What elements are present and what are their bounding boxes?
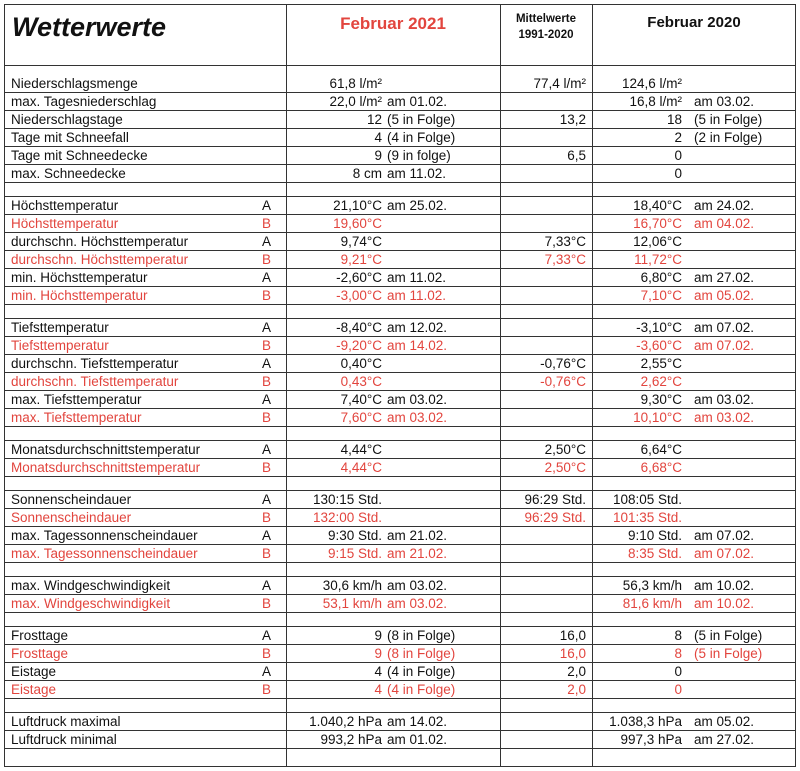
grid-row-line <box>4 476 796 477</box>
value-current: 61,8 l/m² <box>329 76 382 91</box>
row-label: Monatsdurchschnittstemperatur <box>11 442 201 457</box>
row-variant: A <box>262 392 272 407</box>
row-label: Höchsttemperatur <box>11 198 119 213</box>
value-current: 4 <box>374 130 382 145</box>
value-previous: 0 <box>674 166 682 181</box>
note-previous: am 03.02. <box>694 94 755 109</box>
value-previous: 6,64°C <box>640 442 682 457</box>
note-previous: (2 in Folge) <box>694 130 763 145</box>
note-current: (4 in Folge) <box>387 130 456 145</box>
value-mean: 16,0 <box>559 628 586 643</box>
value-current: 4 <box>374 664 382 679</box>
value-current: 53,1 km/h <box>322 596 382 611</box>
value-previous: -3,10°C <box>636 320 682 335</box>
note-current: am 03.02. <box>387 578 448 593</box>
value-current: 8 cm <box>352 166 382 181</box>
row-label: Luftdruck maximal <box>11 714 121 729</box>
value-previous: 0 <box>674 664 682 679</box>
grid-row-line <box>4 426 796 427</box>
value-current: -3,00°C <box>336 288 382 303</box>
row-label: max. Tiefsttemperatur <box>11 392 142 407</box>
value-current: 12 <box>366 112 382 127</box>
note-previous: am 10.02. <box>694 578 755 593</box>
row-label: max. Tagesniederschlag <box>11 94 157 109</box>
value-current: 9,74°C <box>340 234 382 249</box>
value-current: 22,0 l/m² <box>329 94 382 109</box>
value-current: 4 <box>374 682 382 697</box>
note-current: am 14.02. <box>387 714 448 729</box>
note-previous: am 07.02. <box>694 528 755 543</box>
row-variant: A <box>262 198 272 213</box>
value-previous: 124,6 l/m² <box>621 76 682 91</box>
value-current: 9:15 Std. <box>327 546 382 561</box>
row-variant: A <box>262 234 272 249</box>
note-previous: (5 in Folge) <box>694 628 763 643</box>
value-current: -9,20°C <box>336 338 382 353</box>
value-current: 4,44°C <box>340 442 382 457</box>
value-current: 993,2 hPa <box>320 732 382 747</box>
value-previous: 0 <box>674 682 682 697</box>
value-previous: 10,10°C <box>633 410 682 425</box>
row-label: durchschn. Höchsttemperatur <box>11 234 189 249</box>
value-previous: 8 <box>674 646 682 661</box>
grid-column-line <box>286 4 287 767</box>
value-mean: 77,4 l/m² <box>533 76 586 91</box>
value-mean: 7,33°C <box>544 252 586 267</box>
weather-table: Wetterwerte Februar 2021 Mittelwerte 1991-2020 Februar 2020 Niederschlagsmenge 61,8 l/m² 77,4 l/m² 124,6 l/m² max. Tagesniederschlag 22,0 l/m² am 01.02. 16,8 l/m² am 03.02. Niederschlagstage 12 (5 in Folge) 13,2 18 (5 in Folge) Tage mit Schneefall 4 (4 in Folge) 2 (2 in Folge) Tage mit Schneedecke 9 (9 in folge) 6,5 0 max. Schneedecke 8 cm am 11.02. 0 Höchsttemperatur A 21,10°C am 25.02. 18,40°C am 24.02. Höchsttemperatur B 19,60°C 16,70°C am 04.02. durchschn. Höchsttemperatur A 9,74°C 7,33°C 12,06°C durchschn. Höchsttemperatur B 9,21°C 7,33°C 11,72°C min. Höchsttemperatur A -2,60°C am 11.02. 6,80°C am 27.02. min. Höchsttemperatur B -3,00°C am 11.02. 7,10°C am 05.02. Tiefsttemperatur A -8,40°C am 12.02. -3,10°C am 07.02. Tiefsttemperatur B -9,20°C am 14.02. -3,60°C am 07.02. durchschn. Tiefsttemperatur A 0,40°C -0,76°C 2,55°C durchschn. Tiefsttemperatur B 0,43°C -0,76°C 2,62°C max. Tiefsttemperatur A 7,40°C am 03.02. 9,30°C am 03.02. max. Tiefsttemperatur B 7,60°C am 03.02. 10,10°C am 03.02. Monatsdurchschnittstemperatur A 4,44°C 2,50°C 6,64°C Monatsdurchschnittstemperatur B 4,44°C 2,50°C 6,68°C Sonnenscheindauer A 130:15 Std. 96:29 Std. 108:05 Std. Sonnenscheindauer B 132:00 Std. 96:29 Std. 101:35 Std. max. Tagessonnenscheindauer A 9:30 Std. am 21.02. 9:10 Std. am 07.02. max. Tagessonnenscheindauer B 9:15 Std. am 21.02. 8:35 Std. am 07.02. max. Windgeschwindigkeit A 30,6 km/h am 03.02. 56,3 km/h am 10.02. max. Windgeschwindigkeit B 53,1 km/h am 03.02. 81,6 km/h am 10.02. Frosttage A 9 (8 in Folge) 16,0 8 (5 in Folge) Frosttage B 9 (8 in Folge) 16,0 8 (5 in Folge) Eistage A 4 (4 in Folge) 2,0 0 Eistage B 4 (4 in Folge) 2,0 0 Luftdruck maximal 1.040,2 hPa am 14.02. 1.038,3 hPa am 05.02. Luftdruck minimal 993,2 hPa am 01.02. 997,3 hPa am 27.02. <box>4 4 796 767</box>
value-previous: 18 <box>666 112 682 127</box>
grid-row-line <box>4 612 796 613</box>
row-variant: A <box>262 664 272 679</box>
value-mean: 7,33°C <box>544 234 586 249</box>
value-current: 9 <box>374 646 382 661</box>
grid-row-line <box>4 304 796 305</box>
value-current: 7,60°C <box>340 410 382 425</box>
note-current: am 21.02. <box>387 528 448 543</box>
note-current: (8 in Folge) <box>387 628 456 643</box>
note-current: am 03.02. <box>387 392 448 407</box>
column-header-previous: Februar 2020 <box>647 14 741 31</box>
value-current: -2,60°C <box>336 270 382 285</box>
note-previous: (5 in Folge) <box>694 112 763 127</box>
row-variant: A <box>262 492 272 507</box>
column-header-mean <box>500 11 592 43</box>
grid-row-line <box>4 562 796 563</box>
value-previous: 6,68°C <box>640 460 682 475</box>
value-current: 9:30 Std. <box>327 528 382 543</box>
value-previous: 56,3 km/h <box>622 578 682 593</box>
value-previous: 2 <box>674 130 682 145</box>
value-previous: -3,60°C <box>636 338 682 353</box>
value-current: 30,6 km/h <box>322 578 382 593</box>
row-label: Luftdruck minimal <box>11 732 117 747</box>
value-previous: 9,30°C <box>640 392 682 407</box>
column-header-mean-line2: 1991-2020 <box>518 29 574 41</box>
row-variant: A <box>262 528 272 543</box>
row-variant: A <box>262 442 272 457</box>
note-previous: am 27.02. <box>694 270 755 285</box>
value-mean: 2,0 <box>567 664 586 679</box>
row-label: Niederschlagstage <box>11 112 123 127</box>
value-current: 7,40°C <box>340 392 382 407</box>
note-current: (4 in Folge) <box>387 664 456 679</box>
value-previous: 1.038,3 hPa <box>609 714 682 729</box>
value-previous: 18,40°C <box>633 198 682 213</box>
value-current: 19,60°C <box>333 216 382 231</box>
value-previous: 9:10 Std. <box>627 528 682 543</box>
row-label: durchschn. Tiefsttemperatur <box>11 356 179 371</box>
value-mean: 2,0 <box>567 682 586 697</box>
note-current: am 01.02. <box>387 732 448 747</box>
note-current: am 11.02. <box>387 270 447 285</box>
value-current: 9 <box>374 628 382 643</box>
value-current: -8,40°C <box>336 320 382 335</box>
value-current: 1.040,2 hPa <box>309 714 382 729</box>
note-previous: am 24.02. <box>694 198 755 213</box>
note-current: am 12.02. <box>387 320 448 335</box>
grid-row-line <box>4 4 796 5</box>
note-current: am 01.02. <box>387 94 448 109</box>
row-label: Tage mit Schneedecke <box>11 148 148 163</box>
row-label: min. Höchsttemperatur <box>11 270 148 285</box>
grid-column-line <box>795 4 796 767</box>
row-label: max. Schneedecke <box>11 166 126 181</box>
value-previous: 997,3 hPa <box>620 732 682 747</box>
value-previous: 8:35 Std. <box>627 546 682 561</box>
value-current: 21,10°C <box>333 198 382 213</box>
value-mean: -0,76°C <box>540 356 586 371</box>
value-mean: 13,2 <box>559 112 586 127</box>
row-label: Sonnenscheindauer <box>11 492 132 507</box>
value-mean: 2,50°C <box>544 442 586 457</box>
value-mean: -0,76°C <box>540 374 586 389</box>
value-previous: 108:05 Std. <box>612 492 682 507</box>
value-mean: 16,0 <box>559 646 586 661</box>
grid-row-line <box>4 748 796 749</box>
row-variant: A <box>262 320 272 335</box>
row-label: max. Tagessonnenscheindauer <box>11 528 198 543</box>
value-previous: 101:35 Std. <box>612 510 682 525</box>
row-label: Niederschlagsmenge <box>11 76 138 91</box>
value-previous: 12,06°C <box>633 234 682 249</box>
value-previous: 81,6 km/h <box>622 596 682 611</box>
value-mean: 2,50°C <box>544 460 586 475</box>
value-previous: 7,10°C <box>640 288 682 303</box>
note-previous: am 27.02. <box>694 732 755 747</box>
value-mean: 96:29 Std. <box>524 492 586 507</box>
value-current: 0,40°C <box>340 356 382 371</box>
row-variant: A <box>262 270 272 285</box>
column-header-mean-line1: Mittelwerte <box>515 13 577 25</box>
column-header-current: Februar 2021 <box>340 14 446 33</box>
row-label: max. Windgeschwindigkeit <box>11 578 171 593</box>
value-current: 9,21°C <box>340 252 382 267</box>
value-previous: 8 <box>674 628 682 643</box>
note-current: am 11.02. <box>387 166 447 181</box>
row-label: Frosttage <box>11 628 69 643</box>
grid-row-line <box>4 766 796 767</box>
note-previous: am 07.02. <box>694 320 755 335</box>
row-label: Tiefsttemperatur <box>11 320 109 335</box>
row-variant: A <box>262 578 272 593</box>
row-variant: A <box>262 628 272 643</box>
note-current: (5 in Folge) <box>387 112 456 127</box>
value-previous: 6,80°C <box>640 270 682 285</box>
grid-column-line <box>592 4 593 767</box>
value-current: 4,44°C <box>340 460 382 475</box>
value-current: 132:00 Std. <box>312 510 382 525</box>
value-mean: 96:29 Std. <box>524 510 586 525</box>
row-variant: A <box>262 356 272 371</box>
value-previous: 16,8 l/m² <box>629 94 682 109</box>
value-previous: 11,72°C <box>634 252 682 267</box>
value-mean: 6,5 <box>567 148 586 163</box>
grid-column-line <box>4 4 5 767</box>
grid-row-line <box>4 698 796 699</box>
grid-row-line <box>4 65 796 66</box>
note-previous: am 03.02. <box>694 392 755 407</box>
value-current: 9 <box>374 148 382 163</box>
grid-row-line <box>4 182 796 183</box>
value-current: 130:15 Std. <box>312 492 382 507</box>
note-current: (9 in folge) <box>387 148 451 163</box>
value-previous: 2,55°C <box>640 356 682 371</box>
row-label: Eistage <box>11 664 57 679</box>
value-previous: 16,70°C <box>633 216 682 231</box>
row-label: Tage mit Schneefall <box>11 130 129 145</box>
note-previous: am 05.02. <box>694 714 755 729</box>
value-previous: 0 <box>674 148 682 163</box>
note-current: am 25.02. <box>387 198 448 213</box>
value-current: 0,43°C <box>340 374 382 389</box>
value-previous: 2,62°C <box>640 374 682 389</box>
page-title: Wetterwerte <box>12 12 167 42</box>
